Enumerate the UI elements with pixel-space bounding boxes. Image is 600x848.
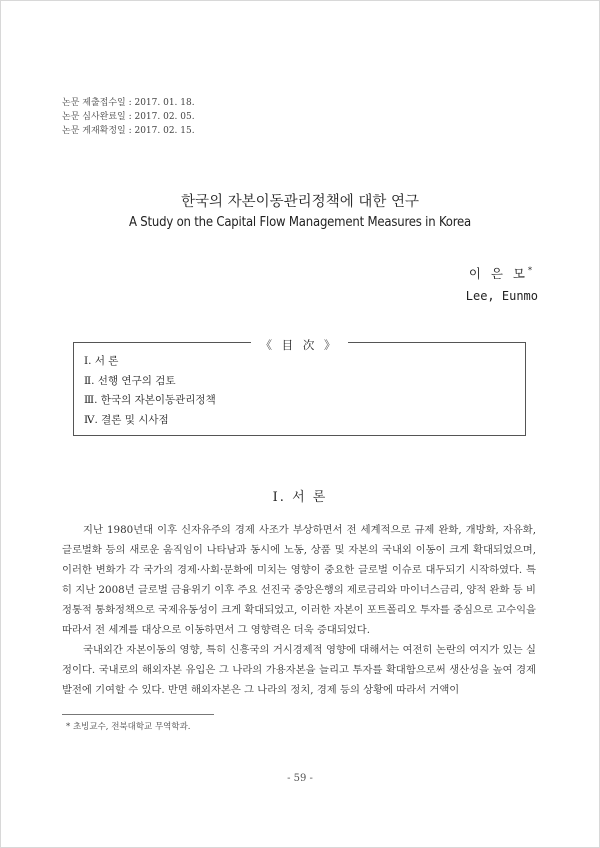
section-heading-introduction: Ⅰ. 서 론	[272, 490, 328, 505]
author-footnote-marker: *	[528, 265, 532, 275]
toc-item-conclusion: Ⅳ. 결론 및 시사점	[84, 413, 169, 426]
toc-item-introduction: Ⅰ. 서 론	[84, 355, 119, 367]
review-date: 논문 심사완료일 : 2017. 02. 05.	[62, 112, 195, 122]
table-of-contents	[73, 338, 526, 436]
author-name-korean	[469, 264, 532, 282]
footnote-divider	[62, 714, 214, 715]
paper-title-english: A Study on the Capital Flow Management Measures in Korea	[128, 215, 471, 230]
toc-heading-text: 《 目 次 》	[251, 338, 349, 352]
acceptance-date: 논문 게재확정일 : 2017. 02. 15.	[62, 126, 195, 136]
submission-info	[62, 96, 195, 138]
paper-title-korean: 한국의 자본이동관리정책에 대한 연구	[181, 194, 419, 210]
submission-date: 논문 제출접수일 : 2017. 01. 18.	[62, 98, 195, 108]
author-footnote: * 초빙교수, 전북대학교 무역학과.	[66, 722, 191, 732]
toc-heading	[74, 334, 525, 353]
toc-item-literature-review: Ⅱ. 선행 연구의 검토	[84, 374, 176, 387]
paragraph-2: 국내외간 자본이동의 영향, 특히 신흥국의 거시경제적 영향에 대해서는 여전히 논란의 여지가 있는 실정이다. 국내로의 해외자본 유입은 그 나라의 가용자본을 늘리고 투자를 확대함으로써 생산성을 높여 경제발전에 기여할 수 있다. 반면 해외자본은 그 나라의 정치, 경제 등의 상황에 따라서 거액이	[62, 644, 536, 696]
body-text	[62, 520, 536, 700]
page-number: - 59 -	[287, 773, 313, 784]
toc-item-korea-policy: Ⅲ. 한국의 자본이동관리정책	[84, 394, 216, 406]
toc-list	[84, 352, 216, 430]
paragraph-1: 지난 1980년대 이후 신자유주의 경제 사조가 부상하면서 전 세계적으로 규제 완화, 개방화, 자유화, 글로벌화 등의 새로운 움직임이 나타남과 동시에 노동, 상품 및 자본의 국내외 이동이 크게 확대되었으며, 이러한 변화가 각 국가의 경제·사회·문화에 미치는 영향이 중요한 글로벌 이슈로 대두되기 시작하였다. 특히 지난 2008년 글로벌 금융위기 이후 주요 선진국 중앙은행의 제로금리와 마이너스금리, 양적 완화 등 비정통적 통화정책으로 국제유동성이 크게 확대되었고, 이러한 자본이 포트폴리오 투자를 중심으로 고수익을 따라서 전 세계를 대상으로 이동하면서 그 영향력은 더욱 증대되었다.	[62, 524, 536, 636]
author-name-korean-text: 이 은 모	[468, 266, 528, 281]
author-name-english: Lee, Eunmo	[465, 289, 538, 303]
